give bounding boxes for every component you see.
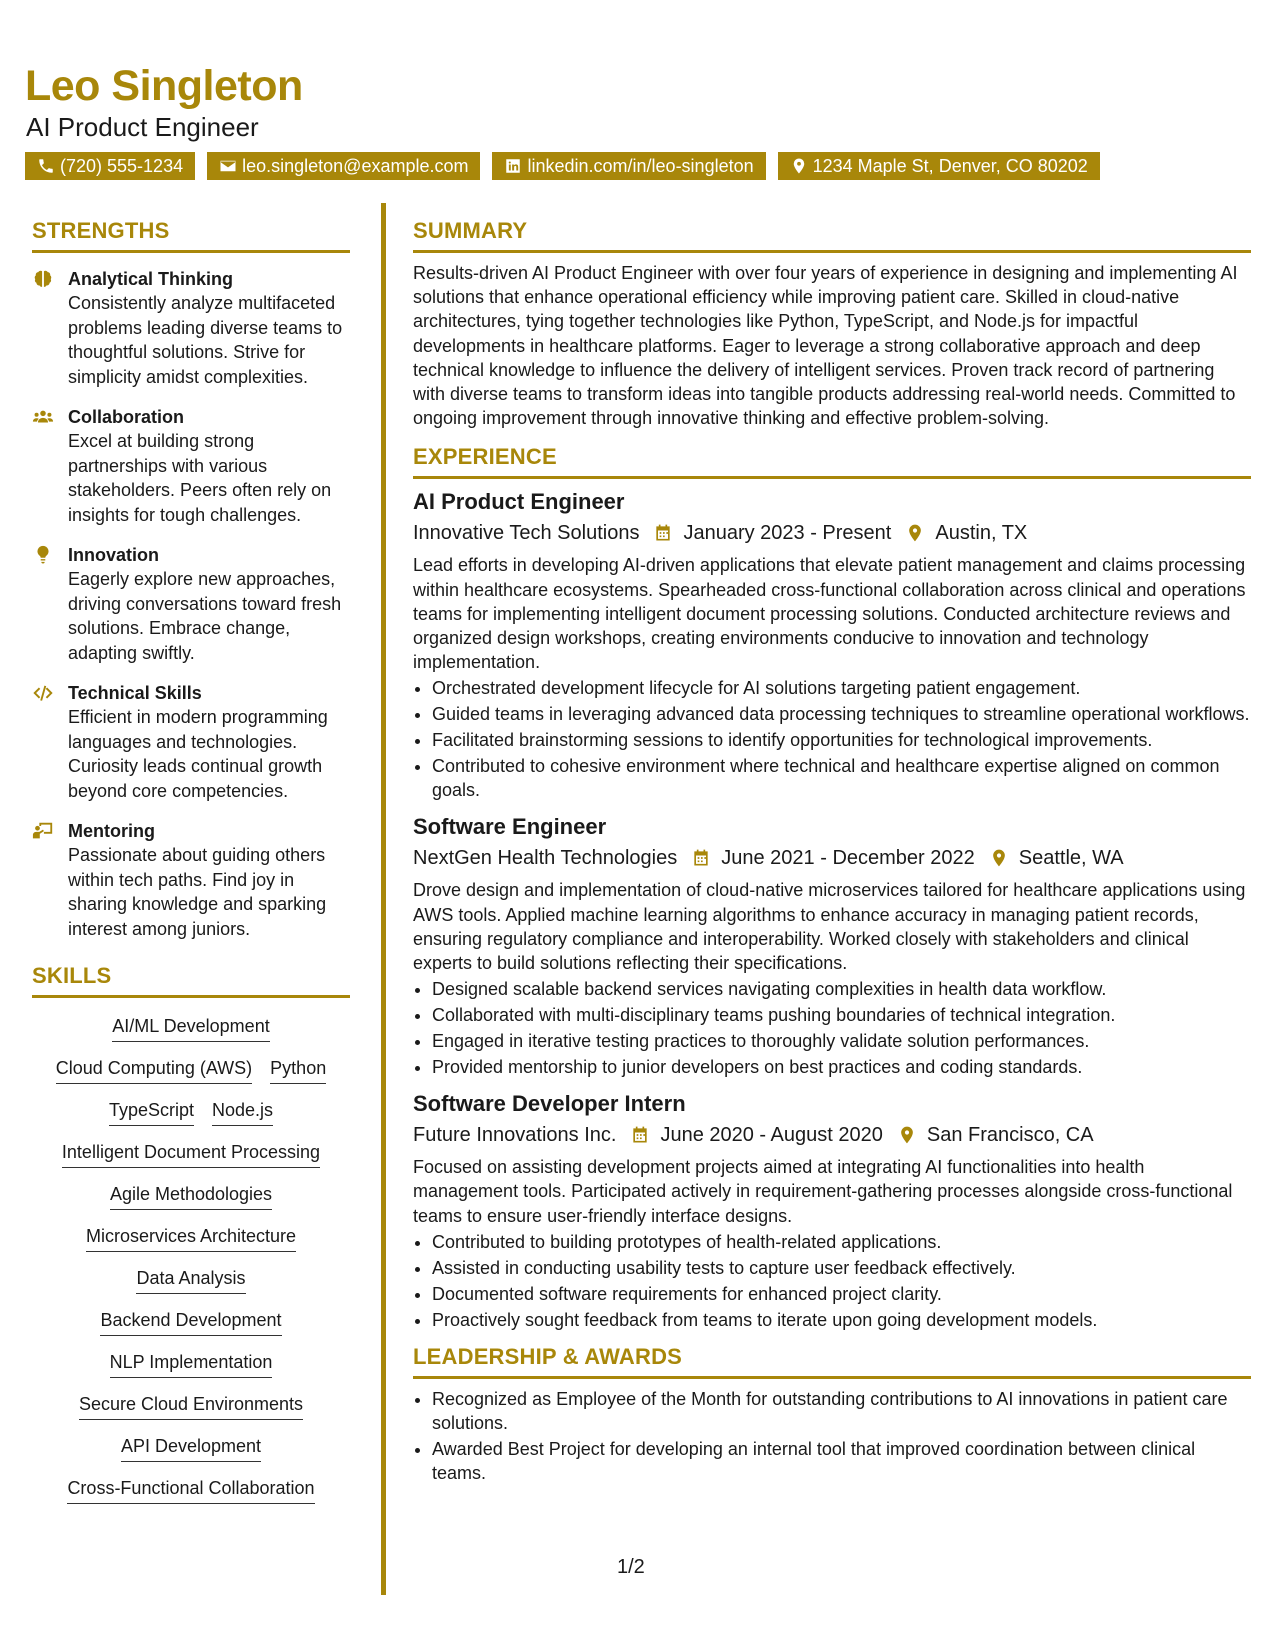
- map-pin-icon: [905, 523, 925, 543]
- job-title: Software Developer Intern: [413, 1091, 686, 1117]
- job-meta: [413, 844, 1251, 872]
- skill-row: [86, 1224, 296, 1252]
- contact-phone-text: (720) 555-1234: [60, 156, 184, 176]
- job-bullet: • Provided mentorship to junior developers on best practices and coding standards.: [432, 1055, 1251, 1079]
- section-rule: [413, 250, 1251, 253]
- candidate-role: AI Product Engineer: [26, 112, 259, 142]
- calendar-icon: [653, 523, 673, 543]
- skill-tag: Python: [270, 1056, 326, 1084]
- strength-desc: Consistently analyze multifaceted problems leading diverse teams to thoughtful solutions. Strive for simplicity amidst complexities.: [68, 293, 343, 387]
- job-description: Focused on assisting development projects aimed at integrating AI functionalities into health management tools. Participated actively in requirement-gathering processes alongside cross-functional teams to ensure user-friendly interface designs.: [413, 1157, 1233, 1226]
- skill-row: [112, 1014, 269, 1042]
- job-company: Innovative Tech Solutions: [413, 522, 640, 545]
- page-number: 1/2: [617, 1556, 645, 1578]
- job-bullet: • Orchestrated development lifecycle for AI solutions targeting patient engagement.: [432, 676, 1251, 700]
- contact-bar: [25, 152, 1100, 180]
- job-entry: [413, 1089, 1251, 1332]
- contact-email-text: leo.singleton@example.com: [242, 156, 469, 176]
- job-entry: [413, 812, 1251, 1079]
- skill-tag: NLP Implementation: [110, 1350, 273, 1378]
- job-dates: January 2023 - Present: [683, 522, 892, 545]
- strength-item: [32, 819, 350, 941]
- job-location: Austin, TX: [935, 522, 1028, 545]
- section-rule: [32, 995, 350, 998]
- job-bullet: • Collaborated with multi-disciplinary teams pushing boundaries of technical integration.: [432, 1003, 1251, 1027]
- calendar-icon: [691, 848, 711, 868]
- job-title: AI Product Engineer: [413, 489, 625, 515]
- skill-tag: Backend Development: [100, 1308, 281, 1336]
- award-bullet: • Recognized as Employee of the Month for outstanding contributions to AI innovations in patient care solutions.: [432, 1387, 1251, 1435]
- skill-row: [79, 1392, 303, 1420]
- job-bullets: [413, 1230, 1251, 1332]
- job-location: San Francisco, CA: [926, 1124, 1094, 1147]
- skill-row: [109, 1098, 273, 1126]
- job-bullet: • Proactively sought feedback from teams to iterate upon going development models.: [432, 1308, 1251, 1332]
- skill-tag: Cross-Functional Collaboration: [67, 1476, 314, 1504]
- skill-tag: TypeScript: [109, 1098, 194, 1126]
- job-bullets: [413, 676, 1251, 802]
- skill-tag: Secure Cloud Environments: [79, 1392, 303, 1420]
- strengths-heading: STRENGTHS: [32, 218, 170, 243]
- job-meta: [413, 519, 1251, 547]
- map-pin-icon: [897, 1125, 917, 1145]
- job-location: Seattle, WA: [1018, 847, 1124, 870]
- skills-heading: SKILLS: [32, 963, 112, 988]
- award-bullet: • Awarded Best Project for developing an internal tool that improved coordination between clinical teams.: [432, 1437, 1251, 1485]
- contact-linkedin-text: linkedin.com/in/leo-singleton: [527, 156, 754, 176]
- section-rule: [413, 476, 1251, 479]
- strength-title: Technical Skills: [68, 683, 202, 703]
- summary-text: Results-driven AI Product Engineer with over four years of experience in designing and implementing AI solutions that enhance operational efficiency while improving patient care. Skilled in cloud-native architectures, tying together technologies like Python, TypeScript, and Node.js for impactful developments in healthcare platforms. Eager to leverage a strong collaborative approach and deep technical knowledge to influence the delivery of intelligent services. Proven track record of partnering with diverse teams to transform ideas into tangible products addressing real-world needs. Committed to ongoing improvement through innovative thinking and effective problem-solving.: [413, 263, 1238, 429]
- summary-heading: SUMMARY: [413, 218, 528, 243]
- contact-address-text: 1234 Maple St, Denver, CO 80202: [812, 156, 1088, 176]
- strength-title: Collaboration: [68, 407, 184, 427]
- envelope-icon: [219, 157, 237, 175]
- job-bullet: • Contributed to building prototypes of health-related applications.: [432, 1230, 1251, 1254]
- job-bullet: • Facilitated brainstorming sessions to identify opportunities for technological improvements.: [432, 728, 1251, 752]
- contact-phone[interactable]: [25, 152, 195, 180]
- job-meta: [413, 1121, 1251, 1149]
- job-bullet: • Documented software requirements for enhanced project clarity.: [432, 1282, 1251, 1306]
- section-rule: [413, 1376, 1251, 1379]
- code-icon: [32, 682, 54, 704]
- skills-list: [32, 1010, 350, 1504]
- strength-item: [32, 543, 350, 665]
- contact-address: [778, 152, 1100, 180]
- job-entry: [413, 487, 1251, 802]
- skill-tag: Agile Methodologies: [110, 1182, 272, 1210]
- skill-tag: Intelligent Document Processing: [62, 1140, 320, 1168]
- contact-email[interactable]: [207, 152, 480, 180]
- strength-title: Innovation: [68, 545, 159, 565]
- job-bullets: [413, 977, 1251, 1079]
- job-bullet: • Assisted in conducting usability tests to capture user feedback effectively.: [432, 1256, 1251, 1280]
- strength-item: [32, 681, 350, 803]
- teacher-icon: [32, 820, 54, 842]
- contact-linkedin[interactable]: [492, 152, 765, 180]
- right-column: [413, 218, 1251, 1487]
- skill-tag: Data Analysis: [136, 1266, 245, 1294]
- candidate-name: Leo Singleton: [25, 62, 303, 110]
- experience-list: [413, 487, 1251, 1331]
- strength-item: [32, 405, 350, 527]
- brain-icon: [32, 268, 54, 290]
- job-description: Lead efforts in developing AI-driven applications that elevate patient management and claims processing within healthcare ecosystems. Spearheaded cross-functional collaboration across clinical and operations teams for implementing intelligent document processing solutions. Conducted architecture reviews and organized design workshops, creating environments conducive to innovation and technology implementation.: [413, 555, 1246, 673]
- calendar-icon: [630, 1125, 650, 1145]
- strength-desc: Efficient in modern programming languages and technologies. Curiosity leads continual growth beyond core competencies.: [68, 707, 328, 801]
- job-company: NextGen Health Technologies: [413, 847, 678, 870]
- skill-row: [110, 1350, 273, 1378]
- skill-row: [100, 1308, 281, 1336]
- column-divider: [381, 203, 386, 1595]
- section-rule: [32, 250, 350, 253]
- users-icon: [32, 406, 54, 428]
- job-bullet: • Contributed to cohesive environment where technical and healthcare expertise aligned on common goals.: [432, 754, 1251, 802]
- skill-row: [121, 1434, 261, 1462]
- skill-row: [136, 1266, 245, 1294]
- map-pin-icon: [790, 157, 808, 175]
- strength-item: [32, 267, 350, 389]
- awards-heading: LEADERSHIP & AWARDS: [413, 1343, 683, 1369]
- skill-tag: Node.js: [212, 1098, 273, 1126]
- job-company: Future Innovations Inc.: [413, 1124, 617, 1147]
- skill-row: [56, 1056, 326, 1084]
- strength-desc: Passionate about guiding others within tech paths. Find joy in sharing knowledge and sparking interest among juniors.: [68, 845, 327, 939]
- skill-tag: Microservices Architecture: [86, 1224, 296, 1252]
- skill-tag: API Development: [121, 1434, 261, 1462]
- strength-desc: Excel at building strong partnerships with various stakeholders. Peers often rely on insights for tough challenges.: [68, 431, 332, 525]
- job-description: Drove design and implementation of cloud-native microservices tailored for healthcare applications using AWS tools. Applied machine learning algorithms to enhance accuracy in managing patient records, ensuring regulatory compliance and interoperability. Worked closely with stakeholders and clinical experts to build solutions reflecting their specifications.: [413, 880, 1246, 974]
- skill-row: [67, 1476, 314, 1504]
- job-dates: June 2020 - August 2020: [660, 1124, 883, 1147]
- lightbulb-icon: [32, 544, 54, 566]
- job-title: Software Engineer: [413, 814, 607, 840]
- left-column: [32, 218, 350, 1504]
- awards-list: [413, 1387, 1251, 1485]
- map-pin-icon: [989, 848, 1009, 868]
- job-bullet: • Guided teams in leveraging advanced data processing techniques to streamline operational workflows.: [432, 702, 1251, 726]
- skill-tag: Cloud Computing (AWS): [56, 1056, 252, 1084]
- skill-row: [62, 1140, 320, 1168]
- skill-tag: AI/ML Development: [112, 1014, 269, 1042]
- linkedin-icon: [504, 157, 522, 175]
- skill-row: [110, 1182, 272, 1210]
- job-bullet: • Designed scalable backend services navigating complexities in health data workflow.: [432, 977, 1251, 1001]
- phone-icon: [37, 157, 55, 175]
- strength-title: Mentoring: [68, 821, 155, 841]
- experience-heading: EXPERIENCE: [413, 444, 557, 470]
- strength-title: Analytical Thinking: [68, 269, 234, 289]
- job-bullet: • Engaged in iterative testing practices to thoroughly validate solution performances.: [432, 1029, 1251, 1053]
- strength-desc: Eagerly explore new approaches, driving conversations toward fresh solutions. Embrace change, adapting swiftly.: [68, 569, 342, 663]
- job-dates: June 2021 - December 2022: [721, 847, 975, 870]
